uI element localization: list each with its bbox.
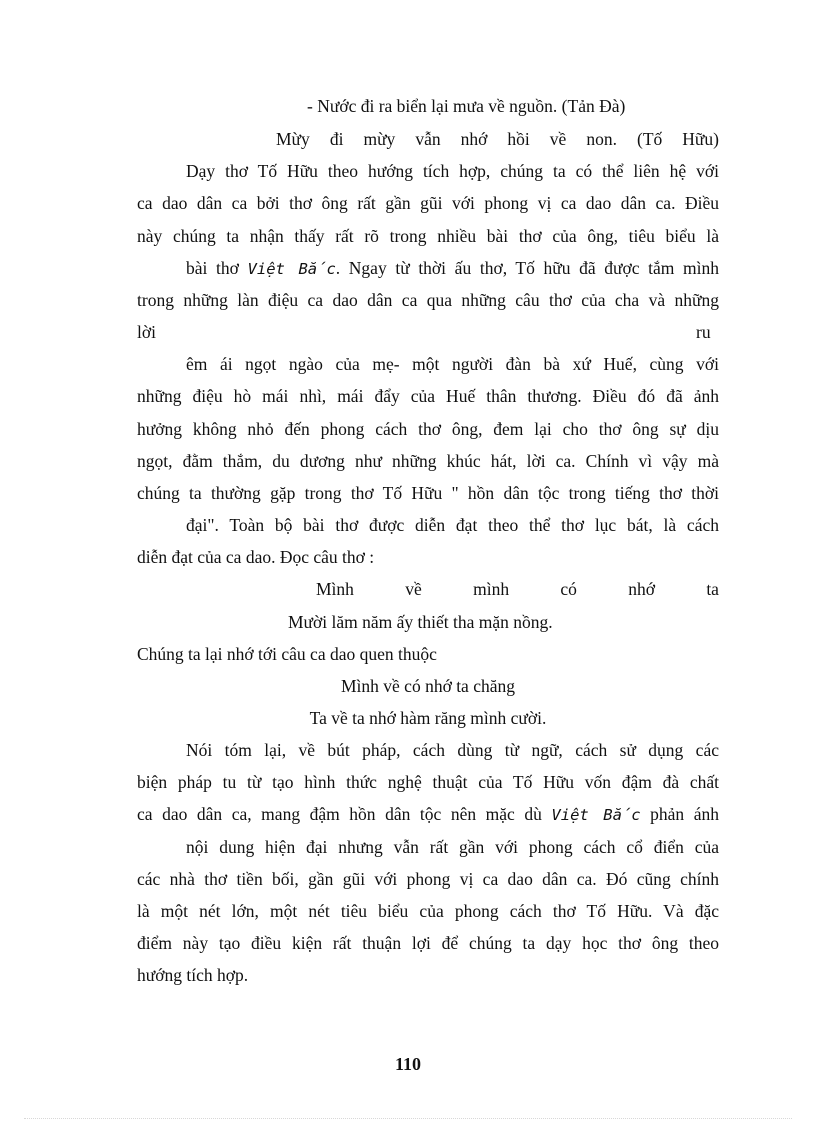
paragraph-2-line-2: biện pháp tu từ tạo hình thức nghệ thuật của Tố Hữu vốn đậm đà chất [137,772,719,792]
poem-word: Mình [316,579,354,599]
paragraph-1-line-8: những điệu hò mái nhì, mái đẩy của Huế thân thương. Điều đó đã ảnh [137,386,719,406]
paragraph-1-line-3: này chúng ta nhận thấy rất rõ trong nhiều bài thơ của ông, tiêu biểu là [137,226,719,246]
poem-word: nhớ [628,579,655,599]
poem-word: ta [706,579,719,599]
quote-to-huu: Mừy đi mừy vẫn nhớ hồi về non. (Tố Hữu) [276,129,719,149]
bridge-sentence: Chúng ta lại nhớ tới câu ca dao quen thuộc [137,644,437,664]
paragraph-1-line-11: chúng ta thường gặp trong thơ Tố Hữu " hồn dân tộc trong tiếng thơ thời [137,483,719,503]
paragraph-2-line-7: điểm này tạo điều kiện rất thuận lợi để chúng ta dạy học thơ ông theo [137,933,719,953]
poem-2-line-2: Ta về ta nhớ hàm răng mình cười. [309,708,547,728]
paragraph-1-line-13: diễn đạt của ca dao. Đọc câu thơ : [137,547,375,567]
paragraph-1-line-5: trong những làn điệu ca dao dân ca qua những câu thơ của cha và những [137,290,719,310]
text-run: . Ngay từ thời ấu thơ, Tố hữu đã được tắm mình [335,258,719,278]
quote-tan-da: - Nước đi ra biển lại mưa về nguồn. (Tản Đà) [307,96,626,116]
poem-title-viet-bac: Việt Bắc [551,806,641,824]
paragraph-1-line-9: hưởng không nhỏ đến phong cách thơ ông, đem lại cho thơ ông sự dịu [137,419,719,439]
paragraph-1-line-6-start: lời [137,322,156,342]
paragraph-1-line-10: ngọt, đằm thắm, du dương như những khúc hát, lời ca. Chính vì vậy mà [137,451,719,471]
poem-word: về [405,579,422,599]
poem-1-line-2: Mười lăm năm ấy thiết tha mặn nồng. [288,612,553,632]
poem-title-viet-bac: Việt Bắc [247,260,336,278]
paragraph-1-line-6-end: ru [696,322,711,342]
paragraph-1-line-4 [186,256,719,281]
text-run: ca dao dân ca, mang đậm hồn dân tộc nên mặc dù [137,804,552,824]
paragraph-1-line-7: êm ái ngọt ngào của mẹ- một người đàn bà xứ Huế, cùng với [186,354,719,374]
poem-1-line-1 [316,577,719,601]
poem-2-line-1: Mình về có nhớ ta chăng [340,676,515,696]
paragraph-2-line-5: các nhà thơ tiền bối, gần gũi với phong vị ca dao dân ca. Đó cũng chính [137,869,719,889]
paragraph-2-line-8: hướng tích hợp. [137,965,249,985]
paragraph-1-line-1: Dạy thơ Tố Hữu theo hướng tích hợp, chúng ta có thể liên hệ với [186,161,719,181]
poem-word: mình [473,579,510,599]
page-number: 110 [394,1054,421,1074]
paragraph-2-line-6: là một nét lớn, một nét tiêu biểu của phong cách thơ Tố Hữu. Và đặc [137,901,719,921]
text-run: phản ánh [640,804,719,824]
paragraph-1-line-12: đại". Toàn bộ bài thơ được diễn đạt theo thể thơ lục bát, là cách [186,515,719,535]
footer-divider [24,1118,792,1119]
text-run: bài thơ [186,258,248,278]
poem-word: có [560,579,577,599]
paragraph-1-line-2: ca dao dân ca bởi thơ ông rất gần gũi với phong vị ca dao dân ca. Điều [137,193,719,213]
paragraph-2-line-3 [137,802,719,827]
paragraph-2-line-4: nội dung hiện đại nhưng vẫn rất gần với phong cách cổ điển của [186,837,719,857]
paragraph-2-line-1: Nói tóm lại, về bút pháp, cách dùng từ ngữ, cách sử dụng các [186,740,719,760]
